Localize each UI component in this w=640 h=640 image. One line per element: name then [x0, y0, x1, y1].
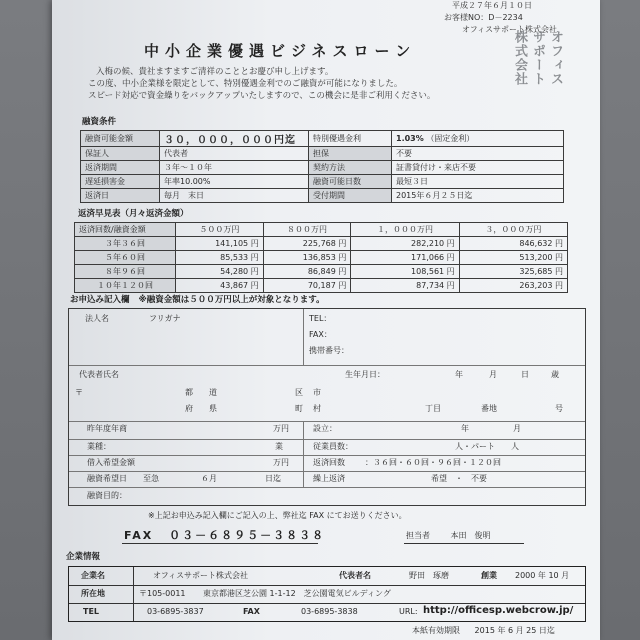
- term-value: 2015年６月２５日迄: [392, 189, 564, 203]
- limit-label: 融資可能金額: [81, 131, 160, 147]
- repay-amount: 43,867 円: [176, 279, 264, 293]
- term-value: ３年〜１０年: [160, 161, 309, 175]
- age-label: 歳: [551, 370, 559, 379]
- term-label: 担保: [309, 147, 392, 161]
- loan-amount-unit: 万円: [273, 458, 289, 467]
- tel-field-label[interactable]: TEL：: [309, 314, 332, 323]
- terms-row: [81, 175, 564, 189]
- term-value: 毎月 末日: [160, 189, 309, 203]
- document-title: 中小企業優遇ビジネスローン: [144, 42, 417, 60]
- term-value: 不要: [392, 147, 564, 161]
- company-section-title: 企業情報: [66, 552, 101, 562]
- application-title: お申込み記入欄: [70, 295, 130, 305]
- repay-header-cell: １，０００万円: [351, 223, 459, 237]
- address-shi: 市: [313, 388, 321, 397]
- form-divider: [303, 309, 304, 365]
- staff-name: 本田 俊明: [450, 531, 491, 540]
- co-name-label: 企業名: [81, 571, 105, 580]
- company-logo-stamp: [494, 30, 574, 94]
- founded-year: 年: [461, 424, 469, 433]
- staff-label: 担当者: [406, 531, 430, 540]
- repay-amount: 325,685 円: [459, 265, 567, 279]
- founded-month: 月: [513, 424, 521, 433]
- rate-value: 1.03%: [396, 134, 424, 143]
- rate-value-cell: [392, 131, 564, 147]
- repayment-table: [74, 222, 568, 293]
- co-url-label: URL:: [399, 607, 418, 616]
- staff-line: [406, 532, 491, 540]
- birth-year: 年: [455, 370, 463, 379]
- last-sales-unit: 万円: [273, 424, 289, 433]
- co-rep-value: 野田 琢磨: [409, 571, 449, 580]
- term-label: 受付期間: [309, 189, 392, 203]
- address-fu: 府: [185, 404, 193, 413]
- rep-name-label: 代表者氏名: [79, 370, 119, 379]
- desired-date-label: 融資希望日: [87, 474, 127, 483]
- repay-amount: 225,768 円: [263, 237, 351, 251]
- validity-date: 2015 年 6 月 25 日迄: [474, 626, 555, 635]
- co-founded-value: 2000 年 10 月: [515, 571, 570, 580]
- early-repay-options[interactable]: 希望 ・ 不要: [431, 474, 487, 483]
- fax-underline: [122, 543, 318, 544]
- rate-label: 特別優遇金利: [309, 131, 392, 147]
- desired-day-until: 日迄: [265, 474, 281, 483]
- form-divider: [69, 421, 585, 422]
- address-go: 号: [555, 404, 563, 413]
- address-mura: 村: [313, 404, 321, 413]
- terms-row: [81, 189, 564, 203]
- repay-amount: 136,853 円: [263, 251, 351, 265]
- limit-value: [160, 131, 309, 147]
- repay-header-cell: ３，０００万円: [459, 223, 567, 237]
- repay-row: [75, 251, 568, 265]
- limit-amount: ３０，０００，０００円迄: [164, 135, 296, 146]
- industry-unit: 業: [275, 442, 283, 451]
- birth-label: 生年月日：: [345, 370, 385, 379]
- loan-flyer-paper: [52, 0, 600, 640]
- repay-amount: 87,734 円: [351, 279, 459, 293]
- employees-label: 従業員数：: [313, 442, 353, 451]
- terms-limit-row: [81, 131, 564, 147]
- co-divider: [69, 585, 585, 586]
- repay-amount: 846,632 円: [459, 237, 567, 251]
- repay-amount: 282,210 円: [351, 237, 459, 251]
- form-divider: [69, 365, 585, 366]
- repay-count-label: 返済回数: [313, 458, 345, 467]
- repay-count-options[interactable]: ：３６回・６０回・９６回・１２０回: [365, 458, 501, 467]
- postal-mark: 〒: [75, 388, 83, 397]
- application-note: ※融資金額は５００万円以上が対象となります。: [138, 295, 325, 305]
- application-form: [68, 308, 586, 506]
- co-url-link[interactable]: http://officesp.webcrow.jp/: [423, 605, 574, 616]
- birth-day: 日: [521, 370, 529, 379]
- repay-term: ５年６０回: [75, 251, 176, 265]
- fax-instruction: ※上記お申込み記入欄にご記入の上、弊社迄 FAX にてお送りください。: [148, 511, 407, 520]
- form-divider: [303, 421, 304, 487]
- repay-amount: 70,187 円: [263, 279, 351, 293]
- fax-field-label[interactable]: FAX：: [309, 330, 332, 339]
- terms-section-title: 融資条件: [82, 117, 117, 127]
- term-label: 遅延損害金: [81, 175, 160, 189]
- repay-term: ８年９６回: [75, 265, 176, 279]
- co-fax-value: 03-6895-3838: [301, 607, 358, 616]
- co-divider: [133, 567, 134, 621]
- customer-number: お客様NO：D－2234: [444, 13, 523, 22]
- term-value: 代表者: [160, 147, 309, 161]
- corp-name-label: 法人名: [85, 314, 109, 323]
- mobile-field-label[interactable]: 携帯番号：: [309, 346, 349, 355]
- terms-table: [80, 130, 564, 203]
- staff-underline: [404, 543, 524, 544]
- repay-row: [75, 265, 568, 279]
- header-date: 平成２７年６月１０日: [452, 1, 532, 10]
- employees-unit: 人・パート 人: [455, 442, 519, 451]
- fax-label: FAX: [124, 529, 154, 542]
- intro-line-1: 入梅の候、貴社ますますご清祥のこととお慶び申し上げます。: [96, 67, 334, 77]
- application-section-title: [70, 296, 325, 305]
- birth-month: 月: [489, 370, 497, 379]
- term-label: 返済日: [81, 189, 160, 203]
- loan-amount-label: 借入希望金額: [87, 458, 135, 467]
- form-divider: [69, 487, 585, 488]
- co-addr-postal: 〒105-0011: [139, 589, 186, 598]
- term-label: 融資可能日数: [309, 175, 392, 189]
- repay-amount: 171,066 円: [351, 251, 459, 265]
- repay-header-cell: 返済回数/融資金額: [75, 223, 176, 237]
- co-name-value: オフィスサポート株式会社: [153, 571, 248, 580]
- last-sales-label: 昨年度年商: [87, 424, 127, 433]
- industry-label: 業種：: [87, 442, 111, 451]
- co-fax-label: FAX: [243, 607, 260, 616]
- repay-amount: 141,105 円: [176, 237, 264, 251]
- repay-amount: 108,561 円: [351, 265, 459, 279]
- address-machi: 町: [295, 404, 303, 413]
- repay-section-title: 返済早見表（月々返済金額）: [78, 209, 189, 219]
- form-divider: [69, 455, 585, 456]
- form-divider: [69, 439, 585, 440]
- terms-row: [81, 161, 564, 175]
- rate-note: （固定金利）: [426, 134, 475, 143]
- repay-header-cell: ８００万円: [263, 223, 351, 237]
- intro-line-2: この度、中小企業様を限定として、特別優遇金利でのご融資が可能になりました。: [88, 79, 403, 89]
- co-founded-label: 創業: [481, 571, 497, 580]
- purpose-label: 融資目的：: [87, 491, 127, 500]
- intro-line-3: スピード対応で資金繰りをバックアップいたしますので、この機会に是非ご利用ください。: [88, 91, 436, 101]
- logo-line-2: サポート: [530, 30, 545, 86]
- form-divider: [69, 471, 585, 472]
- address-ku: 区: [295, 388, 303, 397]
- early-repay-label: 繰上返済: [313, 474, 345, 483]
- repay-row: [75, 237, 568, 251]
- co-tel-value: 03-6895-3837: [147, 607, 204, 616]
- co-addr-label: 所在地: [81, 589, 105, 598]
- logo-line-3: 株式会社: [512, 30, 527, 86]
- desired-month[interactable]: ６月: [201, 474, 217, 483]
- address-ken: 県: [209, 404, 217, 413]
- term-value: 年率10.00%: [160, 175, 309, 189]
- co-tel-label: TEL: [83, 607, 100, 616]
- address-banchi: 番地: [481, 404, 497, 413]
- co-rep-label: 代表者名: [339, 571, 371, 580]
- term-value: 最短３日: [392, 175, 564, 189]
- fax-line: [124, 530, 325, 541]
- co-addr-value: 東京都港区芝公園 1-1-12 芝公園電気ビルディング: [203, 589, 391, 598]
- fax-number: ０３－６８９５－３８３８: [169, 529, 326, 542]
- address-chome: 丁目: [425, 404, 441, 413]
- repay-amount: 513,200 円: [459, 251, 567, 265]
- validity-label: 本紙有効期限: [412, 626, 460, 635]
- repay-term: ３年３６回: [75, 237, 176, 251]
- term-value: 証書貸付け・来店不要: [392, 161, 564, 175]
- header-company: オフィスサポート株式会社: [462, 25, 557, 34]
- company-info-box: [68, 566, 586, 622]
- address-to: 都: [185, 388, 193, 397]
- term-label: 契約方法: [309, 161, 392, 175]
- co-divider: [69, 603, 585, 604]
- address-do: 道: [209, 388, 217, 397]
- repay-amount: 86,849 円: [263, 265, 351, 279]
- term-label: 保証人: [81, 147, 160, 161]
- furigana-label: フリガナ: [149, 314, 181, 323]
- validity-line: [412, 627, 555, 635]
- repay-amount: 263,203 円: [459, 279, 567, 293]
- terms-row: [81, 147, 564, 161]
- logo-line-1: オフィス: [548, 30, 563, 86]
- repay-header-cell: ５００万円: [176, 223, 264, 237]
- repay-amount: 85,533 円: [176, 251, 264, 265]
- term-label: 返済期間: [81, 161, 160, 175]
- founded-label: 設立：: [313, 424, 337, 433]
- repay-amount: 54,280 円: [176, 265, 264, 279]
- repay-header-row: [75, 223, 568, 237]
- repay-row: [75, 279, 568, 293]
- repay-term: １０年１２０回: [75, 279, 176, 293]
- urgent-option[interactable]: 至急: [143, 474, 159, 483]
